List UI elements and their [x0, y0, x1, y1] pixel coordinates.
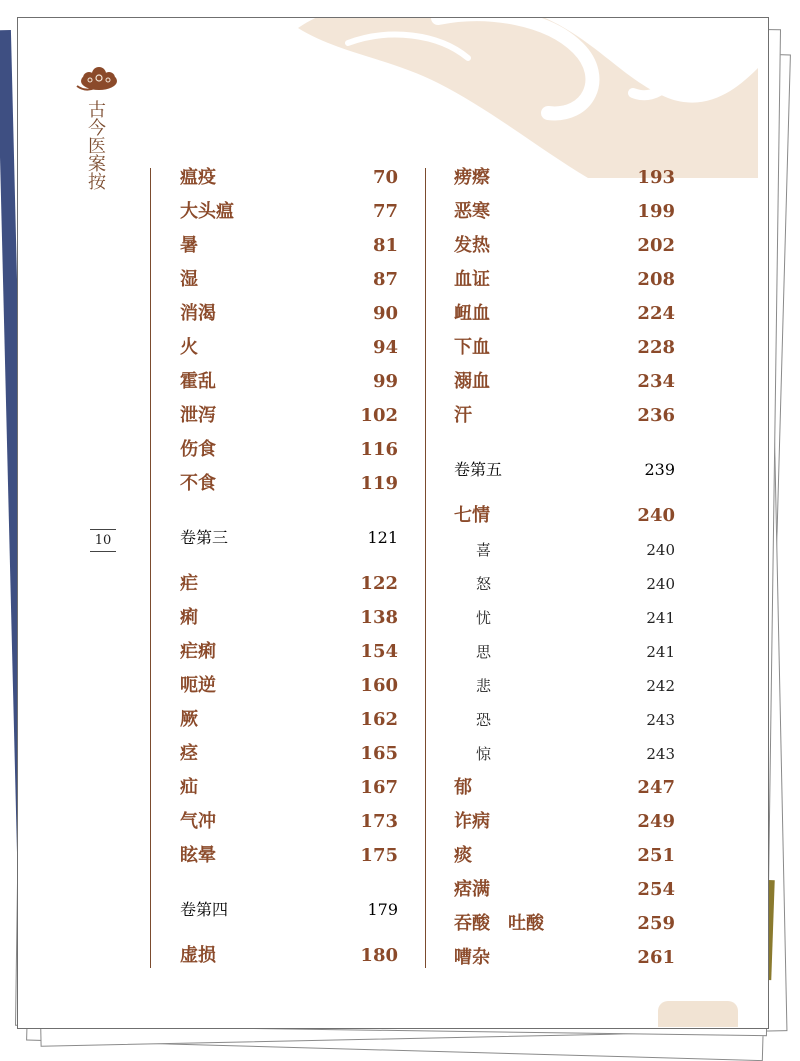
- toc-entry: [180, 739, 398, 769]
- toc-entry: [454, 299, 675, 329]
- toc-entry: [180, 637, 398, 667]
- toc-entry: [180, 197, 398, 227]
- toc-entry-title: 下血: [454, 337, 490, 358]
- toc-entry-title: 不食: [180, 473, 216, 494]
- toc-entry: [454, 333, 675, 363]
- toc-entry-page: 236: [637, 405, 675, 426]
- toc-entry-page: 240: [646, 575, 675, 593]
- toc-subentry: [454, 705, 675, 735]
- toc-entry: [180, 807, 398, 837]
- cloud-pattern-decoration: [288, 17, 758, 178]
- toc-subentry: [454, 535, 675, 565]
- toc-entry-title: 气冲: [180, 811, 216, 832]
- page-number: 10: [90, 529, 116, 552]
- toc-entry-page: 193: [637, 167, 675, 188]
- toc-entry-title: 发热: [454, 235, 490, 256]
- toc-entry-page: 234: [637, 371, 675, 392]
- toc-entry-title: 霍乱: [180, 371, 216, 392]
- toc-entry-page: 261: [637, 947, 675, 968]
- toc-entry-title: 汗: [454, 405, 472, 426]
- toc-entry-page: 251: [637, 845, 675, 866]
- toc-entry-page: 81: [372, 235, 398, 256]
- toc-entry-title: 虚损: [180, 945, 216, 966]
- toc-entry-page: 224: [637, 303, 675, 324]
- toc-entry: [180, 671, 398, 701]
- toc-entry-page: 202: [637, 235, 675, 256]
- toc-entry-page: 242: [646, 677, 675, 695]
- toc-entry-page: 102: [360, 405, 398, 426]
- toc-entry-page: 247: [637, 777, 675, 798]
- toc-entry-title: 痨瘵: [454, 167, 490, 188]
- toc-entry-title: 疟痢: [180, 641, 216, 662]
- toc-entry-page: 249: [637, 811, 675, 832]
- toc-entry-page: 179: [367, 900, 398, 919]
- toc-entry-title: 忧: [476, 609, 492, 627]
- toc-entry: [180, 941, 398, 971]
- toc-entry: [180, 299, 398, 329]
- toc-entry-title: 诈病: [454, 811, 490, 832]
- toc-entry-title: 痞满: [454, 879, 490, 900]
- toc-entry: [180, 401, 398, 431]
- toc-subentry: [454, 739, 675, 769]
- toc-entry-title: 溺血: [454, 371, 490, 392]
- toc-entry: [180, 435, 398, 465]
- toc-entry-page: 94: [372, 337, 398, 358]
- toc-entry: [180, 163, 398, 193]
- toc-entry-title: 惊: [476, 745, 492, 763]
- toc-entry: [454, 943, 675, 973]
- toc-entry-title: 消渴: [180, 303, 216, 324]
- toc-entry-title: 血证: [454, 269, 490, 290]
- toc-entry-title: 卷第四: [180, 900, 229, 919]
- toc-subentry: [454, 569, 675, 599]
- toc-entry-title: 卷第三: [180, 528, 229, 547]
- toc-entry: [180, 469, 398, 499]
- toc-volume-heading: [454, 455, 675, 485]
- toc-entry-page: 240: [646, 541, 675, 559]
- toc-entry: [454, 773, 675, 803]
- toc-entry-page: 208: [637, 269, 675, 290]
- toc-subentry: [454, 671, 675, 701]
- toc-entry-page: 154: [360, 641, 398, 662]
- toc-entry-title: 痢: [180, 607, 198, 628]
- toc-entry-page: 239: [644, 460, 675, 479]
- toc-entry-title: 恐: [476, 711, 492, 729]
- toc-entry-title: 思: [476, 643, 492, 661]
- toc-entry-title: 衄血: [454, 303, 490, 324]
- toc-entry: [180, 367, 398, 397]
- toc-entry-title: 泄泻: [180, 405, 216, 426]
- toc-entry-page: 167: [360, 777, 398, 798]
- toc-entry: [180, 773, 398, 803]
- toc-entry-title: 卷第五: [454, 460, 503, 479]
- toc-entry-title: 火: [180, 337, 198, 358]
- toc-entry: [454, 197, 675, 227]
- toc-entry-title: 恶寒: [454, 201, 490, 222]
- toc-entry-title: 暑: [180, 235, 198, 256]
- toc-entry-page: 138: [360, 607, 398, 628]
- toc-entry: [180, 603, 398, 633]
- toc-entry: [454, 501, 675, 531]
- toc-entry-title: 湿: [180, 269, 198, 290]
- toc-entry-page: 240: [637, 505, 675, 526]
- toc-entry-page: 254: [637, 879, 675, 900]
- toc-subentry: [454, 603, 675, 633]
- toc-entry-page: 70: [372, 167, 398, 188]
- toc-entry: [454, 401, 675, 431]
- toc-entry-title: 疝: [180, 777, 198, 798]
- cloud-logo-icon: [75, 66, 123, 94]
- toc-entry-title: 瘟疫: [180, 167, 216, 188]
- toc-entry-page: 241: [646, 609, 675, 627]
- toc-entry-page: 241: [646, 643, 675, 661]
- toc-entry: [454, 875, 675, 905]
- toc-entry-page: 99: [372, 371, 398, 392]
- toc-entry: [180, 569, 398, 599]
- toc-entry-title: 疟: [180, 573, 198, 594]
- toc-entry: [180, 265, 398, 295]
- toc-entry-title: 吞酸 吐酸: [454, 913, 544, 934]
- column-rule-left: [150, 168, 151, 968]
- column-rule-right: [425, 168, 426, 968]
- toc-entry-title: 悲: [476, 677, 492, 695]
- toc-entry-title: 大头瘟: [180, 201, 234, 222]
- toc-entry-title: 痉: [180, 743, 198, 764]
- toc-entry-page: 243: [646, 711, 675, 729]
- toc-entry-page: 90: [372, 303, 398, 324]
- toc-entry-page: 180: [360, 945, 398, 966]
- toc-entry-title: 嘈杂: [454, 947, 490, 968]
- toc-entry-title: 怒: [476, 575, 492, 593]
- toc-entry-page: 122: [360, 573, 398, 594]
- toc-entry-title: 喜: [476, 541, 492, 559]
- toc-entry: [454, 265, 675, 295]
- toc-entry-title: 呃逆: [180, 675, 216, 696]
- toc-entry-title: 伤食: [180, 439, 216, 460]
- toc-entry: [180, 705, 398, 735]
- toc-subentry: [454, 637, 675, 667]
- toc-entry: [454, 367, 675, 397]
- toc-volume-heading: [180, 895, 398, 925]
- toc-entry-page: 199: [637, 201, 675, 222]
- toc-entry: [454, 163, 675, 193]
- toc-entry: [180, 333, 398, 363]
- toc-entry-title: 痰: [454, 845, 472, 866]
- running-header-title: 古今医案按: [85, 100, 106, 190]
- toc-entry-page: 87: [372, 269, 398, 290]
- toc-entry: [454, 231, 675, 261]
- toc-entry-page: 165: [360, 743, 398, 764]
- footer-decoration: [658, 1001, 738, 1027]
- toc-entry-page: 121: [367, 528, 398, 547]
- toc-entry: [454, 909, 675, 939]
- toc-entry-page: 243: [646, 745, 675, 763]
- toc-entry-page: 228: [637, 337, 675, 358]
- toc-entry-page: 77: [372, 201, 398, 222]
- toc-entry: [180, 231, 398, 261]
- toc-entry-title: 眩晕: [180, 845, 216, 866]
- toc-entry-page: 119: [360, 473, 398, 494]
- toc-volume-heading: [180, 523, 398, 553]
- toc-entry: [180, 841, 398, 871]
- toc-entry-page: 173: [360, 811, 398, 832]
- toc-entry-page: 162: [360, 709, 398, 730]
- toc-entry-title: 厥: [180, 709, 198, 730]
- toc-entry-page: 259: [637, 913, 675, 934]
- toc-entry: [454, 841, 675, 871]
- toc-entry: [454, 807, 675, 837]
- toc-entry-title: 郁: [454, 777, 472, 798]
- toc-entry-page: 160: [360, 675, 398, 696]
- toc-entry-page: 175: [360, 845, 398, 866]
- toc-entry-page: 116: [360, 439, 398, 460]
- toc-entry-title: 七情: [454, 505, 490, 526]
- toc-page: [17, 17, 769, 1029]
